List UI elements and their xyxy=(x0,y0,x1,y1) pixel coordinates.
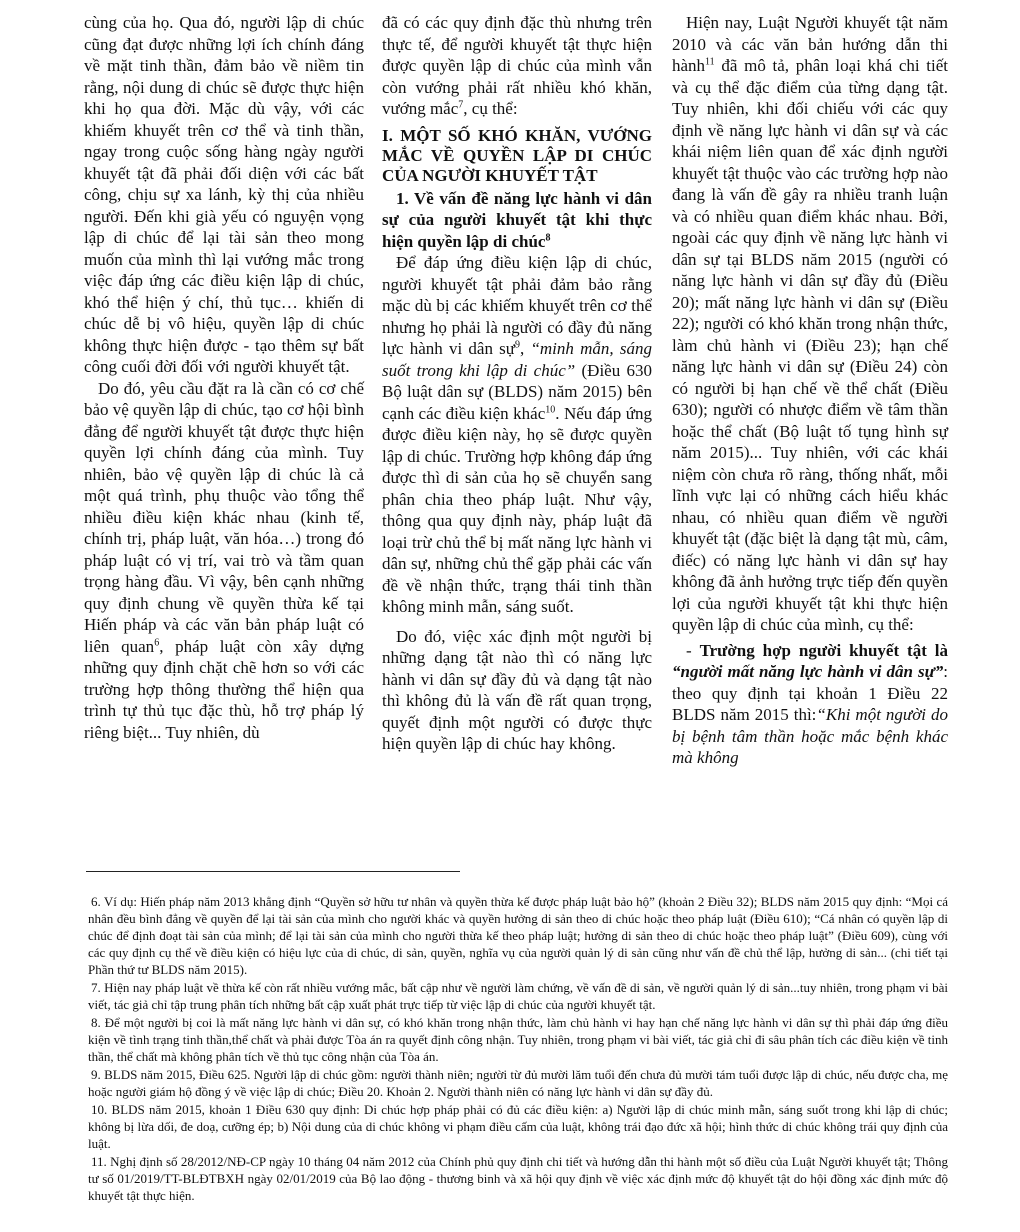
list-dash: - xyxy=(686,640,700,660)
paragraph xyxy=(382,252,652,618)
paragraph-text: Hiện nay, Luật Người khuyết tật năm 2010 và các văn bản hướng dẫn thi hành xyxy=(672,13,948,75)
subsection-heading xyxy=(382,188,652,253)
subsection-heading-text: 1. Về vấn đề năng lực hành vi dân sự của người khuyết tật khi thực hiện quyền lập di chúc xyxy=(382,188,652,251)
paragraph-text: , xyxy=(519,339,531,358)
footnote-divider xyxy=(86,871,460,872)
quote-text: “Khi một người do bị bệnh tâm thần hoặc mắc bệnh khác mà không xyxy=(672,705,948,767)
text-column-3 xyxy=(672,12,948,769)
footnote: 8. Để một người bị coi là mất năng lực hành vi dân sự, có khó khăn trong nhận thức, làm chủ hành vi hay hạn chế năng lực hành vi dân sự thì phải đáp ứng điều kiện về tình trạng tinh thần,thể chất và phải được Tòa án ra quyết định công nhận. Tuy nhiên, trong phạm vi bài viết, tác giả chỉ đi sâu phân tích các điều kiện về tinh thần, thể chất mà không phân tích về thủ tục công nhận của Tòa án. xyxy=(88,1015,948,1064)
paragraph xyxy=(382,12,652,120)
text-column-2 xyxy=(382,12,652,755)
paragraph xyxy=(382,626,652,755)
paragraph-text: Để đáp ứng điều kiện lập di chúc, người khuyết tật phải đảm bảo rằng mặc dù bị các khiếm khuyết trên cơ thể nhưng họ phải là người có đầy đủ năng lực hành vi dân sự xyxy=(382,253,652,358)
paragraph xyxy=(672,12,948,636)
footnote-ref[interactable]: 7 xyxy=(458,99,464,111)
paragraph xyxy=(84,12,364,378)
paragraph-text: cùng của họ. Qua đó, người lập di chúc cũng đạt được những lợi ích chính đáng về mặt tinh thần, đảm bảo về niềm tin rằng, nội dung di chúc sẽ được thực hiện khi họ qua đời. Mặc dù vậy, với các khiếm khuyết trên cơ thể và tinh thần, ngay trong cuộc sống hàng ngày người khuyết tật đã phải đối diện với các bất công, chịu sự xa lánh, kỳ thị của nhiều người. Đến khi già yếu có nguyện vọng lập di chúc để lại tài sản theo mong muốn của mình thì lại vướng mắc trong việc đáp ứng các điều kiện lập di chúc, khó thể hiện ý chí, thủ tục… khiến di chúc dễ bị vô hiệu, quyền lập di chúc không thực hiện được - tạo thêm sự bất công cuối đời đối với người khuyết tật. xyxy=(84,13,364,376)
paragraph xyxy=(84,378,364,744)
paragraph-text: . Nếu đáp ứng được điều kiện này, họ sẽ được quyền lập di chúc. Trường hợp không đáp ứng được thì di sản của họ sẽ chuyển sang phân chia theo pháp luật. Như vậy, thông qua quy định này, pháp luật đã loại trừ chủ thể bị mất năng lực hành vi dân sự, những chủ thể gặp phải các vấn đề về nhận thức, trạng thái tinh thần không minh mẫn, sáng suốt. xyxy=(382,403,652,616)
footnote: 7. Hiện nay pháp luật về thừa kế còn rất nhiều vướng mắc, bất cập như về người làm chứng, về vấn đề di sản, về người quản lý di sản...tuy nhiên, trong phạm vi bài viết, tác giả chỉ tập trung phân tích những bất cập xuất phát trực tiếp từ việc lập di chúc của người khuyết tật. xyxy=(88,980,948,1012)
paragraph-text: đã có các quy định đặc thù nhưng trên thực tế, để người khuyết tật thực hiện được quyền lập di chúc của mình vẫn còn vướng phải rất nhiều khó khăn, vướng mắc xyxy=(382,13,652,118)
paragraph-text: : theo quy định tại khoản 1 Điều 22 BLDS năm 2015 thì: xyxy=(672,662,948,724)
footnote: 11. Nghị định số 28/2012/NĐ-CP ngày 10 tháng 04 năm 2012 của Chính phủ quy định chi tiết và hướng dẫn thi hành một số điều của Luật Người khuyết tật; Thông tư số 01/2019/TT-BLĐTBXH ngày 02/01/2019 của Bộ lao động - thương binh và xã hội quy định về việc xác định mức độ khuyết tật do hội đồng xác định mức độ khuyết tật thực hiện. xyxy=(88,1154,948,1203)
paragraph-text: (Điều 630 Bộ luật dân sự (BLDS) năm 2015) bên cạnh các điều kiện khác xyxy=(382,360,652,423)
paragraph-text: đã mô tả, phân loại khá chi tiết và cụ thể đặc điểm của từng dạng tật. Tuy nhiên, khi đối chiếu với các quy định về năng lực hành vi dân sự và các khái niệm liên quan để xác định người khuyết tật thuộc vào các trường hợp nào đang là vấn đề gây ra nhiều tranh luận và có nhiều quan điểm khác nhau. Bởi, ngoài các quy định về năng lực hành vi dân sự tại BLDS năm 2015 (người có năng lực hành vi dân sự đầy đủ (Điều 20); mất năng lực hành vi dân sự (Điều 22); người có khó khăn trong nhận thức, làm chủ hành vi (Điều 23); hạn chế năng lực hành vi dân sự (Điều 24) còn có người bị hạn chế về thể chất (Điều 630); người có nhược điểm về tâm thần hoặc thể chất (Bộ luật tố tụng hình sự năm 2015)... Tuy nhiên, với các khái niệm còn chưa rõ ràng, thống nhất, mỗi lĩnh vực lại có những cách hiểu khác nhau, có nhiều quan điểm về người khuyết tật (đặc biệt là dạng tật mù, câm, điếc) có năng lực hành vi dân sự hay không đã ảnh hưởng trực tiếp đến quyền lợi của người khuyết tật khi thực hiện quyền lập di chúc của mình, cụ thể: xyxy=(672,56,948,634)
section-heading: I. MỘT SỐ KHÓ KHĂN, VƯỚNG MẮC VỀ QUYỀN LẬP DI CHÚC CỦA NGƯỜI KHUYẾT TẬT xyxy=(382,125,652,185)
footnotes xyxy=(88,893,948,1205)
bold-text: Trường hợp người khuyết tật là xyxy=(699,640,948,660)
footnote-ref[interactable]: 10 xyxy=(545,403,556,415)
footnote-ref[interactable]: 8 xyxy=(545,231,551,243)
footnote-ref[interactable]: 11 xyxy=(705,56,715,68)
paragraph-text: , cụ thể: xyxy=(463,99,518,118)
footnote: 9. BLDS năm 2015, Điều 625. Người lập di chúc gồm: người thành niên; người từ đủ mười lăm tuổi đến chưa đủ mười tám tuổi được lập di chúc, nếu được cha, mẹ hoặc người giám hộ đồng ý về việc lập di chúc; Điều 20. Khoản 2. Người thành niên có năng lực hành vi dân sự đầy đủ. xyxy=(88,1067,948,1099)
paragraph-text: , pháp luật còn xây dựng những quy định chặt chẽ hơn so với các trường hợp thông thường thể hiện qua trình tự thủ tục đặc thù, hỗ trợ pháp lý riêng biệt... Tuy nhiên, dù xyxy=(84,636,364,742)
quote-text: “minh mẫn, sáng suốt trong khi lập di chúc” xyxy=(382,339,652,380)
footnote: 10. BLDS năm 2015, khoản 1 Điều 630 quy định: Di chúc hợp pháp phải có đủ các điều kiện: a) Người lập di chúc minh mẫn, sáng suốt trong khi lập di chúc; không bị lừa dối, đe doạ, cưỡng ép; b) Nội dung của di chúc không vi phạm điều cấm của luật, không trái đạo đức xã hội; hình thức di chúc không trái quy định của luật. xyxy=(88,1102,948,1151)
paragraph-text: Do đó, việc xác định một người bị những dạng tật nào thì có năng lực hành vi dân sự đầy đủ và dạng tật nào thì không đủ là vấn đề rất quan trọng, quyết định một người có được thực hiện quyền lập di chúc hay không. xyxy=(382,626,652,753)
bold-italic-quote: “người mất năng lực hành vi dân sự” xyxy=(672,662,944,681)
text-column-1 xyxy=(84,12,364,743)
paragraph-text: Do đó, yêu cầu đặt ra là cần có cơ chế bảo vệ quyền lập di chúc, tạo cơ hội bình đẳng để người khuyết tật được thực hiện quyền lợi chính đáng của mình. Tuy nhiên, bảo vệ quyền lập di chúc là cả một quá trình, phụ thuộc vào tổng thể nhiều điều kiện khác nhau (kinh tế, chính trị, pháp luật, văn hóa…) trong đó pháp luật có vị trí, vai trò và tầm quan trọng hàng đầu. Vì vậy, bên cạnh những quy định chung về quyền thừa kế tại Hiến pháp và các văn bản pháp luật có liên quan xyxy=(84,378,364,656)
paragraph xyxy=(672,640,948,769)
footnote: 6. Ví dụ: Hiến pháp năm 2013 khẳng định “Quyền sở hữu tư nhân và quyền thừa kế được pháp luật bảo hộ” (khoản 2 Điều 32); BLDS năm 2015 quy định: “Mọi cá nhân đều bình đẳng về quyền để lại tài sản của mình cho người khác và quyền hưởng di sản theo di chúc hoặc theo pháp luật (Điều 610); “Cá nhân có quyền lập di chúc để định đoạt tài sản của mình; để lại tài sản của mình cho người thừa kế theo pháp luật; hưởng di sản theo di chúc hoặc theo pháp luật” (Điều 609), cùng với các quy định cụ thể về điều kiện có hiệu lực của di chúc, di sản, quyền, nghĩa vụ của người quản lý di sản cũng như vấn đề chủ thể lập, hưởng di sản... (chi tiết tại Phần thứ tư BLDS năm 2015). xyxy=(88,894,948,977)
footnote-ref[interactable]: 6 xyxy=(154,636,160,648)
footnote-ref[interactable]: 9 xyxy=(514,339,520,351)
